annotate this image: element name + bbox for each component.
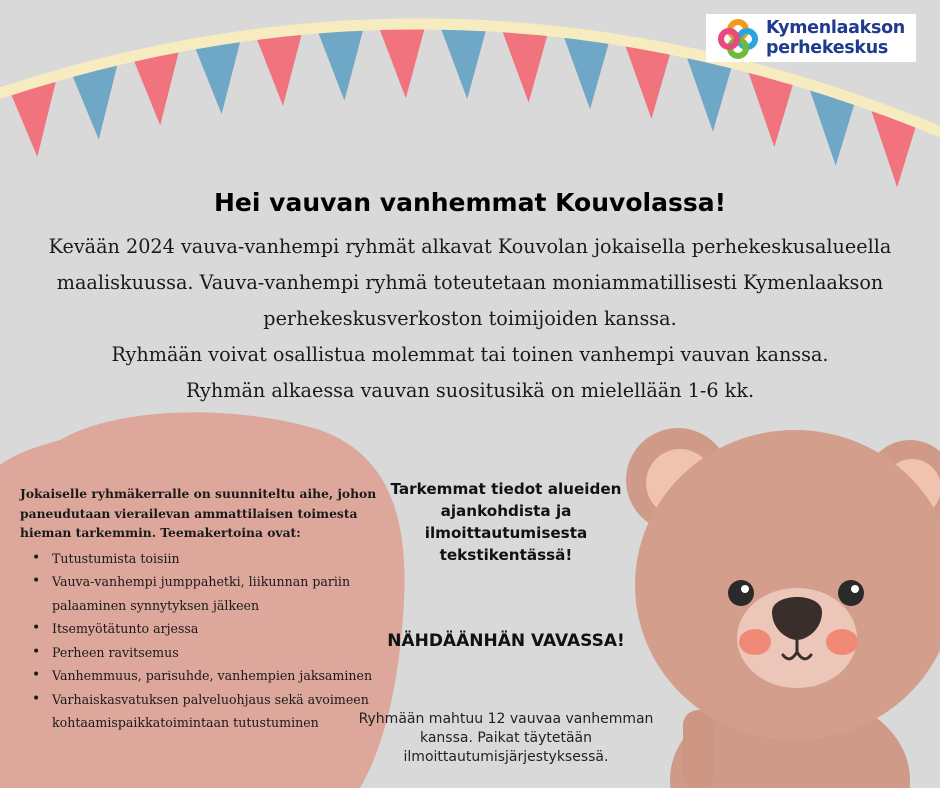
bunting-flag — [378, 24, 426, 98]
bunting-flag — [501, 27, 549, 103]
bunting-flag — [562, 32, 610, 109]
intro-line: maaliskuussa. Vauva-vanhempi ryhmä toteutetaan moniammatillisesti Kymenlaakson — [56, 271, 884, 294]
intro-paragraph — [20, 229, 920, 409]
logo-mark-icon — [718, 19, 758, 59]
bunting-flag — [255, 29, 303, 106]
intro-line: perhekeskusverkoston toimijoiden kanssa. — [263, 307, 677, 330]
page-title: Hei vauvan vanhemmat Kouvolassa! — [214, 188, 726, 217]
theme-item: • Varhaiskasvatuksen palveluohjaus sekä avoimeen kohtaamispaikkatoimintaan tutustuminen — [20, 688, 380, 735]
theme-item: • Vauva-vanhempi jumppahetki, liikunnan pariin palaaminen synnytyksen jälkeen — [20, 570, 380, 617]
logo-line-2: perhekeskus — [766, 38, 889, 58]
theme-intro: Jokaiselle ryhmäkerralle on suunniteltu aihe, johon paneudutaan vierailevan ammattilaisen toimesta hieman tarkemmin. Teemakertoina ovat: — [20, 486, 377, 540]
intro-line: Kevään 2024 vauva-vanhempi ryhmät alkavat Kouvolan jokaisella perhekeskusalueella — [48, 235, 892, 258]
theme-item: • Vanhemmuus, parisuhde, vanhempien jaksaminen — [20, 664, 380, 688]
intro-line: Ryhmään voivat osallistua molemmat tai toinen vanhempi vauvan kanssa. — [111, 343, 829, 366]
logo-line-1: Kymenlaakson — [766, 18, 905, 38]
info-column — [358, 478, 654, 765]
theme-item: • Itsemyötätunto arjessa — [20, 617, 380, 641]
capacity-note: Ryhmään mahtuu 12 vauvaa vanhemman kanssa. Paikat täytetään ilmoittautumisjärjestyksessä. — [358, 711, 654, 765]
intro-line: Ryhmän alkaessa vauvan suositusikä on mielellään 1-6 kk. — [185, 379, 755, 402]
logo-text — [766, 18, 905, 58]
details-note: Tarkemmat tiedot alueiden ajankohdista ja ilmoittautumisesta tekstikentässä! — [390, 480, 622, 564]
theme-section — [20, 484, 380, 735]
theme-item: • Perheen ravitsemus — [20, 641, 380, 665]
logo — [706, 14, 916, 62]
theme-item: • Tutustumista toisiin — [20, 547, 380, 571]
see-you-heading: NÄHDÄÄNHÄN VAVASSA! — [387, 631, 625, 651]
teddy-bear-icon — [626, 428, 940, 788]
theme-list — [20, 547, 380, 735]
bunting-flag — [439, 24, 487, 99]
bunting-flag — [316, 25, 364, 100]
